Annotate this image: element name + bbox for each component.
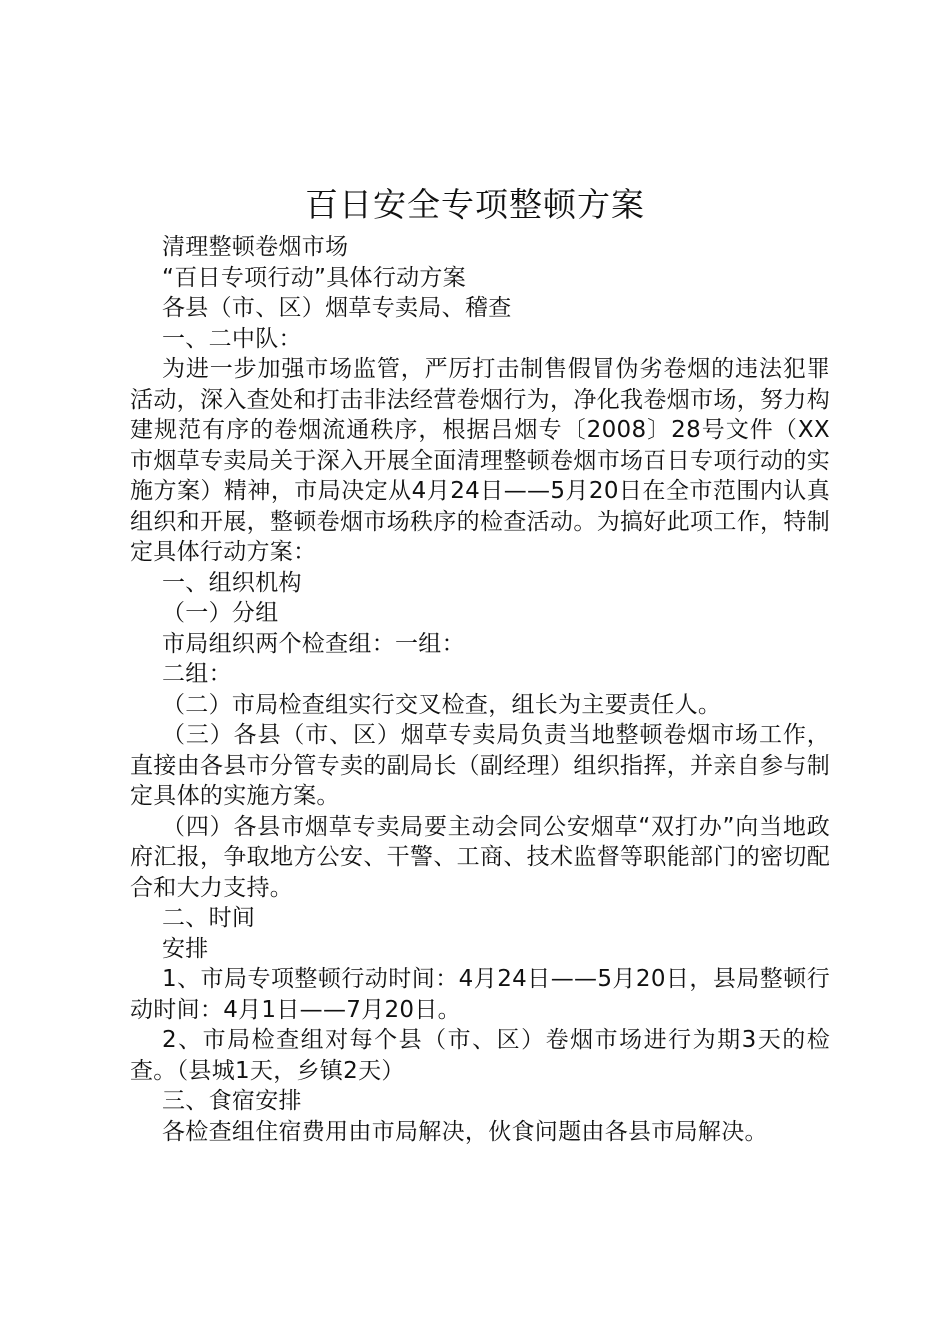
paragraph: （二）市局检查组实行交叉检查，组长为主要责任人。	[162, 691, 722, 718]
paragraph: （三）各县（市、区）烟草专卖局负责当地整顿卷烟市场工作，直接由各县市分管专卖的副局长（副经理）组织指挥，并亲自参与制定具体的实施方案。	[130, 722, 830, 809]
document-body	[130, 232, 830, 1147]
paragraph: “百日专项行动”具体行动方案	[162, 264, 467, 291]
paragraph: 1、市局专项整顿行动时间：4月24日——5月20日，县局整顿行动时间：4月1日——7月20日。	[130, 966, 830, 1023]
paragraph: 为进一步加强市场监管，严厉打击制售假冒伪劣卷烟的违法犯罪活动，深入查处和打击非法经营卷烟行为，净化我卷烟市场，努力构建规范有序的卷烟流通秩序，根据吕烟专〔2008〕28号文件（XX市烟草专卖局关于深入开展全面清理整顿卷烟市场百日专项行动的实施方案）精神，市局决定从4月24日——5月20日在全市范围内认真组织和开展，整顿卷烟市场秩序的检查活动。为搞好此项工作，特制定具体行动方案：	[130, 356, 830, 565]
paragraph: 一、二中队：	[162, 325, 302, 352]
paragraph: 一、组织机构	[162, 569, 302, 596]
paragraph: 清理整顿卷烟市场	[162, 234, 349, 260]
paragraph: 市局组织两个检查组：一组：	[162, 630, 465, 657]
paragraph: 三、食宿安排	[162, 1088, 302, 1114]
paragraph: 各检查组住宿费用由市局解决，伙食问题由各县市局解决。	[162, 1118, 768, 1145]
paragraph: 各县（市、区）烟草专卖局、稽查	[162, 295, 512, 321]
document-title: 百日安全专项整顿方案	[305, 185, 645, 224]
paragraph: （一）分组	[162, 600, 279, 626]
paragraph: 安排	[162, 935, 209, 962]
paragraph: （四）各县市烟草专卖局要主动会同公安烟草“双打办”向当地政府汇报，争取地方公安、干警、工商、技术监督等职能部门的密切配合和大力支持。	[130, 813, 830, 901]
paragraph: 2、市局检查组对每个县（市、区）卷烟市场进行为期3天的检查。（县城1天，乡镇2天）	[130, 1027, 830, 1084]
paragraph: 二、时间	[162, 905, 256, 931]
paragraph: 二组：	[162, 661, 232, 687]
